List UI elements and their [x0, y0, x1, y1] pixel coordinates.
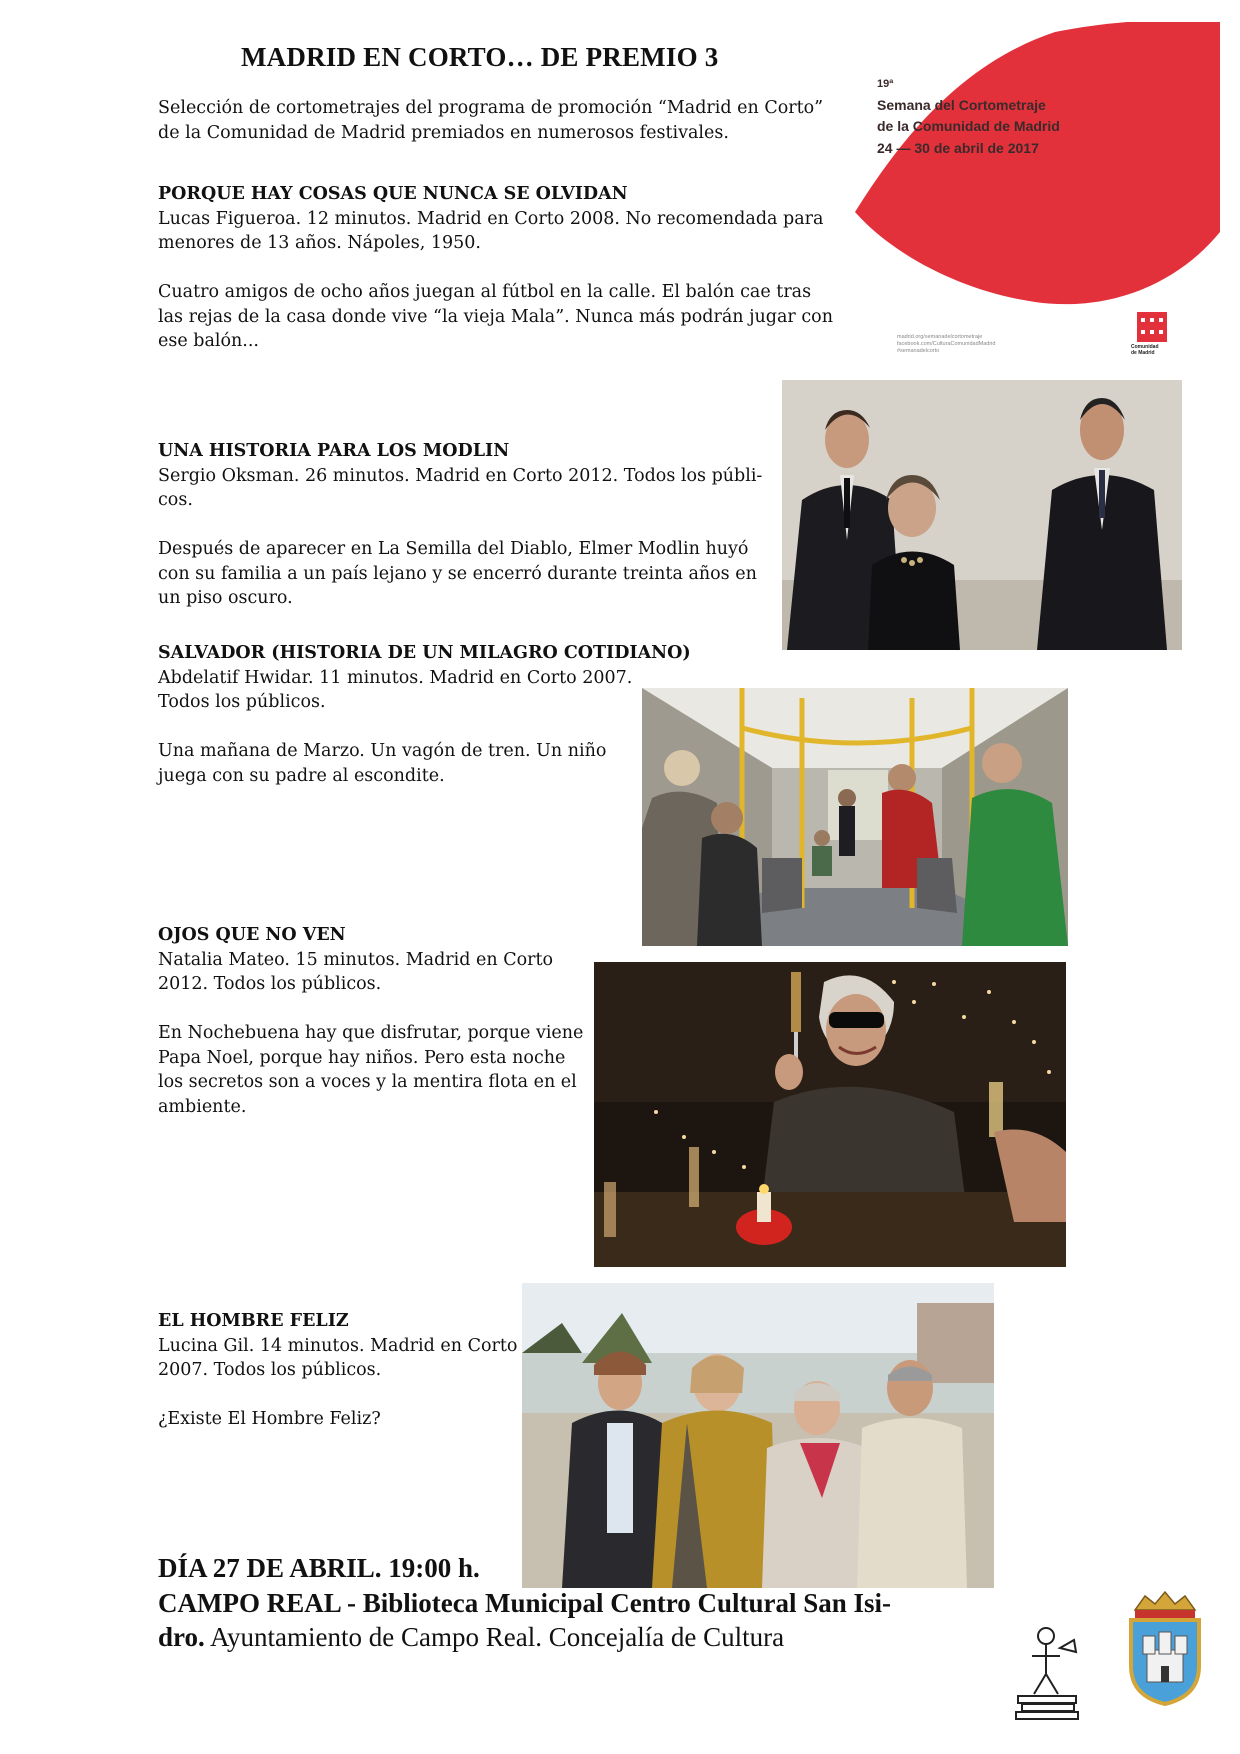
film-synopsis: con su familia a un país lejano y se encerró durante treinta años en — [158, 563, 757, 584]
film-credits: Lucina Gil. 14 minutos. Madrid en Corto — [158, 1335, 518, 1356]
film-title: UNA HISTORIA PARA LOS MODLIN — [158, 441, 510, 461]
film-still-salvador — [642, 688, 1068, 946]
film-credits: Natalia Mateo. 15 minutos. Madrid en Corto — [158, 949, 554, 970]
film-synopsis: En Nochebuena hay que disfrutar, porque viene — [158, 1023, 584, 1043]
poster-url: madrid.org/semanadelcortometraje — [897, 334, 983, 340]
film-block — [158, 439, 762, 611]
film-credits: 2007. Todos los públicos. — [158, 1360, 382, 1380]
film-synopsis: ¿Existe El Hombre Feliz? — [158, 1409, 381, 1429]
venue-name-cont: dro. — [158, 1622, 205, 1652]
film-title: PORQUE HAY COSAS QUE NUNCA SE OLVIDAN — [158, 184, 628, 204]
film-credits: cos. — [158, 490, 193, 510]
poster-hashtag: #semanadelcorto — [897, 348, 940, 354]
comunidad-madrid-logo — [1137, 312, 1167, 342]
event-date: DÍA 27 DE ABRIL. 19:00 h. — [158, 1553, 480, 1583]
event-venue — [158, 1586, 978, 1654]
film-synopsis: juega con su padre al escondite. — [158, 765, 445, 786]
intro-text — [158, 96, 823, 145]
film-block — [158, 1309, 517, 1432]
campo-real-coat-of-arms-icon — [1125, 1588, 1205, 1706]
film-credits: 2012. Todos los públicos. — [158, 974, 382, 994]
poster-dates: 24 — 30 de abril de 2017 — [877, 140, 1039, 156]
film-synopsis: Una mañana de Marzo. Un vagón de tren. Un niño — [158, 741, 607, 761]
intro-line: de la Comunidad de Madrid premiados en numerosos festivales. — [158, 122, 729, 143]
film-synopsis: las rejas de la casa donde vive “la vieja Mala”. Nunca más podrán jugar con — [158, 306, 833, 327]
film-still-el-hombre-feliz — [522, 1283, 994, 1588]
film-credits: Todos los públicos. — [158, 692, 326, 712]
poster-url: facebook.com/CulturaComunidadMadrid — [897, 341, 996, 347]
poster-line: de la Comunidad de Madrid — [877, 118, 1060, 134]
film-synopsis: los secretos son a voces y la mentira flota en el — [158, 1072, 577, 1092]
film-credits: Lucas Figueroa. 12 minutos. Madrid en Corto 2008. No recomendada para — [158, 208, 824, 229]
film-synopsis: un piso oscuro. — [158, 588, 293, 608]
film-synopsis: ambiente. — [158, 1096, 247, 1117]
film-credits: Abdelatif Hwidar. 11 minutos. Madrid en Corto 2007. — [158, 667, 633, 688]
film-title: OJOS QUE NO VEN — [158, 925, 346, 945]
venue-name: CAMPO REAL - Biblioteca Municipal Centro Cultural San Isi- — [158, 1588, 892, 1618]
film-title: SALVADOR (HISTORIA DE UN MILAGRO COTIDIANO) — [158, 643, 691, 663]
logo-caption: Comunidad de Madrid — [1131, 344, 1159, 356]
page-title: MADRID EN CORTO… DE PREMIO 3 — [241, 42, 719, 72]
intro-line: Selección de cortometrajes del programa de promoción “Madrid en Corto” — [158, 98, 824, 118]
film-block — [158, 182, 833, 354]
film-still-modlin — [782, 380, 1182, 650]
film-synopsis: ese balón... — [158, 331, 259, 351]
film-synopsis: Después de aparecer en La Semilla del Diablo, Elmer Modlin huyó — [158, 539, 749, 559]
film-credits: Sergio Oksman. 26 minutos. Madrid en Corto 2012. Todos los públi- — [158, 465, 763, 486]
film-block — [158, 923, 583, 1119]
film-still-ojos-que-no-ven — [594, 962, 1066, 1267]
library-logo-icon — [1010, 1618, 1086, 1728]
film-synopsis: Cuatro amigos de ocho años juegan al fútbol en la calle. El balón cae tras — [158, 282, 812, 302]
poster-line: Semana del Cortometraje — [877, 97, 1046, 113]
film-block — [158, 641, 691, 788]
film-synopsis: Papa Noel, porque hay niños. Pero esta noche — [158, 1047, 566, 1068]
poster-red-shape — [845, 22, 1220, 362]
film-credits: menores de 13 años. Nápoles, 1950. — [158, 233, 481, 253]
organizer: Ayuntamiento de Campo Real. Concejalía de Cultura — [204, 1622, 785, 1652]
poster-edition: 19ª — [877, 78, 894, 90]
film-title: EL HOMBRE FELIZ — [158, 1311, 349, 1331]
festival-poster — [845, 22, 1220, 362]
